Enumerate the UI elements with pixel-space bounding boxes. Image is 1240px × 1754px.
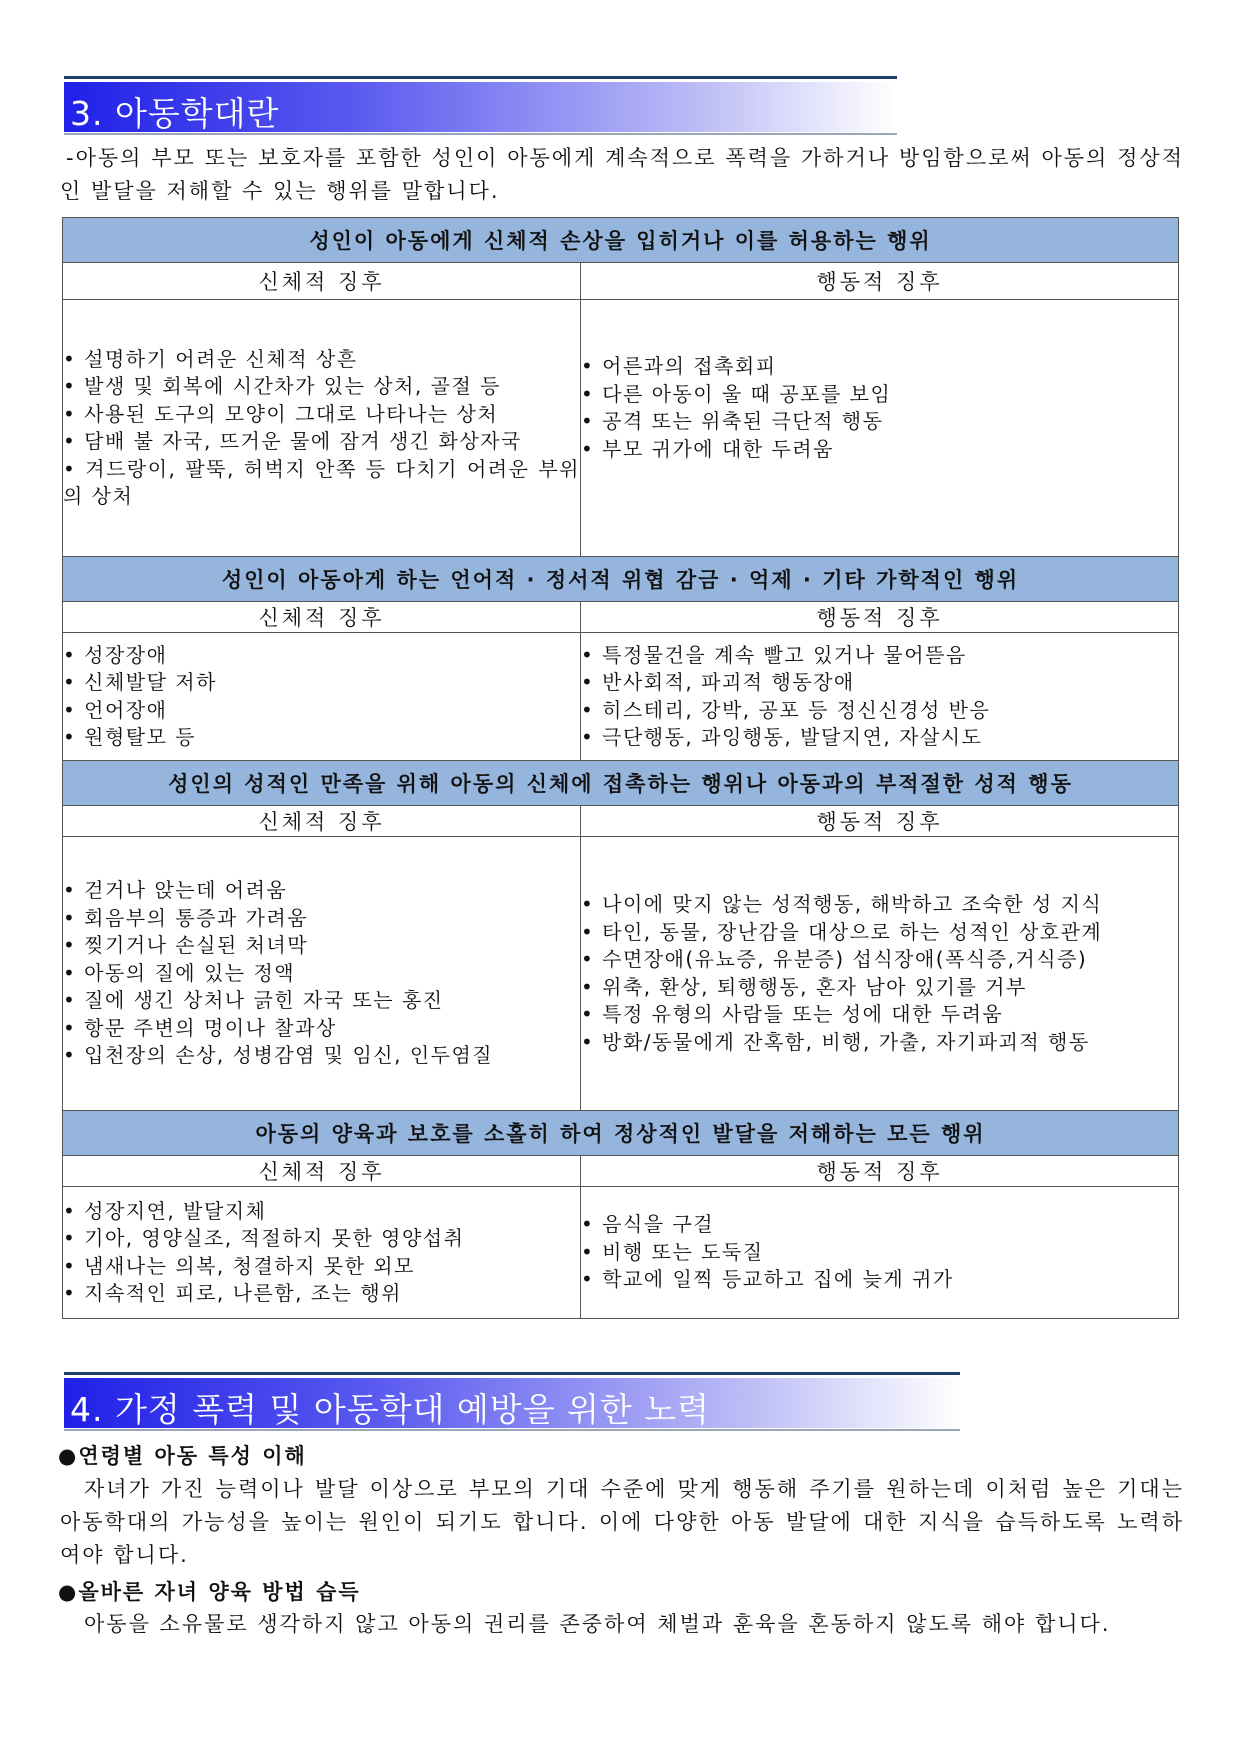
abuse-signs-table bbox=[62, 217, 1179, 1319]
list-item: • 특정 유형의 사람들 또는 성에 대한 두려움 bbox=[581, 1002, 1004, 1026]
list-item: • 걷거나 앉는데 어려움 bbox=[63, 878, 288, 903]
subheading-age-characteristics: ●연령별 아동 특성 이해 bbox=[58, 1444, 307, 1468]
section3-title: 3. 아동학대란 bbox=[70, 94, 280, 133]
list-item: • 냄새나는 의복, 청결하지 못한 외모 bbox=[63, 1253, 415, 1278]
column-header-behavioral: 행동적 징후 bbox=[581, 263, 1179, 300]
category-physical-abuse: 성인이 아동에게 신체적 손상을 입히거나 이를 허용하는 행위 bbox=[63, 218, 1179, 263]
column-header-behavioral: 행동적 징후 bbox=[581, 1156, 1179, 1187]
subheading-parenting-methods: ●올바른 자녀 양육 방법 습득 bbox=[58, 1580, 361, 1604]
list-item: • 찢기거나 손실된 처녀막 bbox=[63, 933, 309, 958]
column-header-physical: 신체적 징후 bbox=[63, 602, 581, 633]
column-header-physical: 신체적 징후 bbox=[63, 1156, 581, 1187]
list-item: • 부모 귀가에 대한 두려움 bbox=[581, 436, 834, 461]
section3-header bbox=[64, 76, 897, 132]
list-item: • 비행 또는 도둑질 bbox=[581, 1239, 764, 1264]
list-item: • 담배 불 자국, 뜨거운 물에 잠겨 생긴 화상자국 bbox=[63, 429, 522, 453]
list-item: • 아동의 질에 있는 정액 bbox=[63, 960, 296, 985]
behavioral-signs-cell bbox=[581, 837, 1179, 1111]
list-item: • 항문 주변의 멍이나 찰과상 bbox=[63, 1015, 337, 1040]
paragraph-parenting-methods: 아동을 소유물로 생각하지 않고 아동의 권리를 존중하여 체벌과 훈육을 혼동하지 않도록 해야 합니다. bbox=[84, 1612, 1111, 1636]
list-item: • 나이에 맞지 않는 성적행동, 해박하고 조숙한 성 지식 bbox=[581, 892, 1103, 916]
list-item: • 기아, 영양실조, 적절하지 못한 영양섭취 bbox=[63, 1226, 465, 1250]
paragraph-age-characteristics: 자녀가 가진 능력이나 발달 이상으로 부모의 기대 수준에 맞게 행동해 주기를 원하는데 이처럼 높은 기대는 아동학대의 가능성을 높이는 원인이 되기도 합니다. 이에 다양한 아동 발달에 대한 지식을 습득하도록 노력하여야 합니다. bbox=[60, 1477, 1184, 1567]
list-item: • 반사회적, 파괴적 행동장애 bbox=[581, 670, 855, 694]
column-header-physical: 신체적 징후 bbox=[63, 263, 581, 300]
column-header-behavioral: 행동적 징후 bbox=[581, 602, 1179, 633]
list-item: • 성장장애 bbox=[63, 642, 168, 667]
list-item: • 히스테리, 강박, 공포 등 정신신경성 반응 bbox=[581, 697, 991, 722]
list-item: • 사용된 도구의 모양이 그대로 나타나는 상처 bbox=[63, 401, 499, 426]
physical-signs-cell bbox=[63, 837, 581, 1111]
list-item: • 설명하기 어려운 신체적 상흔 bbox=[63, 346, 358, 371]
header-rule bbox=[64, 76, 897, 79]
list-item: • 질에 생긴 상처나 긁힌 자국 또는 홍진 bbox=[63, 988, 444, 1013]
list-item: • 공격 또는 위축된 극단적 행동 bbox=[581, 409, 884, 433]
behavioral-signs-cell bbox=[581, 633, 1179, 761]
list-item: • 겨드랑이, 팔뚝, 허벅지 안쪽 등 다치기 어려운 부위의 상처 bbox=[63, 456, 580, 508]
category-emotional-abuse: 성인이 아동아게 하는 언어적 · 정서적 위협 감금 · 억제 · 기타 가학적인 행위 bbox=[63, 557, 1179, 602]
header-rule bbox=[64, 1372, 960, 1375]
list-item: • 타인, 동물, 장난감을 대상으로 하는 성적인 상호관계 bbox=[581, 919, 1103, 944]
column-header-physical: 신체적 징후 bbox=[63, 806, 581, 837]
list-item: • 음식을 구걸 bbox=[581, 1212, 715, 1237]
list-item: • 원형탈모 등 bbox=[63, 725, 197, 749]
column-header-behavioral: 행동적 징후 bbox=[581, 806, 1179, 837]
category-neglect: 아동의 양육과 보호를 소홀히 하여 정상적인 발달을 저해하는 모든 행위 bbox=[63, 1111, 1179, 1156]
list-item: • 다른 아동이 울 때 공포를 보임 bbox=[581, 381, 892, 406]
list-item: • 방화/동물에게 잔혹함, 비행, 가출, 자기파괴적 행동 bbox=[581, 1029, 1090, 1054]
list-item: • 언어장애 bbox=[63, 697, 168, 722]
list-item: • 발생 및 회복에 시간차가 있는 상처, 골절 등 bbox=[63, 374, 501, 398]
list-item: • 수면장애(유뇨증, 유분증) 섭식장애(폭식증,거식증) bbox=[581, 947, 1088, 971]
behavioral-signs-cell bbox=[581, 1187, 1179, 1319]
list-item: • 학교에 일찍 등교하고 집에 늦게 귀가 bbox=[581, 1267, 954, 1292]
section3-intro: -아동의 부모 또는 보호자를 포함한 성인이 아동에게 계속적으로 폭력을 가하거나 방임함으로써 아동의 정상적인 발달을 저해할 수 있는 행위를 말합니다. bbox=[60, 146, 1184, 203]
list-item: • 특정물건을 계속 빨고 있거나 물어뜯음 bbox=[581, 642, 967, 667]
list-item: • 극단행동, 과잉행동, 발달지연, 자살시도 bbox=[581, 725, 983, 749]
list-item: • 위축, 환상, 퇴행행동, 혼자 남아 있기를 거부 bbox=[581, 974, 1027, 999]
list-item: • 지속적인 피로, 나른함, 조는 행위 bbox=[63, 1281, 402, 1305]
category-sexual-abuse: 성인의 성적인 만족을 위해 아동의 신체에 접촉하는 행위나 아동과의 부적절한 성적 행동 bbox=[63, 761, 1179, 806]
list-item: • 어른과의 접촉회피 bbox=[581, 354, 777, 378]
list-item: • 신체발달 저하 bbox=[63, 670, 217, 694]
behavioral-signs-cell bbox=[581, 300, 1179, 557]
section4-title: 4. 가정 폭력 및 아동학대 예방을 위한 노력 bbox=[70, 1390, 710, 1429]
section4-header bbox=[64, 1372, 960, 1428]
list-item: • 성장지연, 발달지체 bbox=[63, 1198, 267, 1223]
list-item: • 입천장의 손상, 성병감염 및 임신, 인두염질 bbox=[63, 1043, 494, 1068]
physical-signs-cell bbox=[63, 300, 581, 557]
physical-signs-cell bbox=[63, 633, 581, 761]
list-item: • 회음부의 통증과 가려움 bbox=[63, 905, 309, 930]
physical-signs-cell bbox=[63, 1187, 581, 1319]
